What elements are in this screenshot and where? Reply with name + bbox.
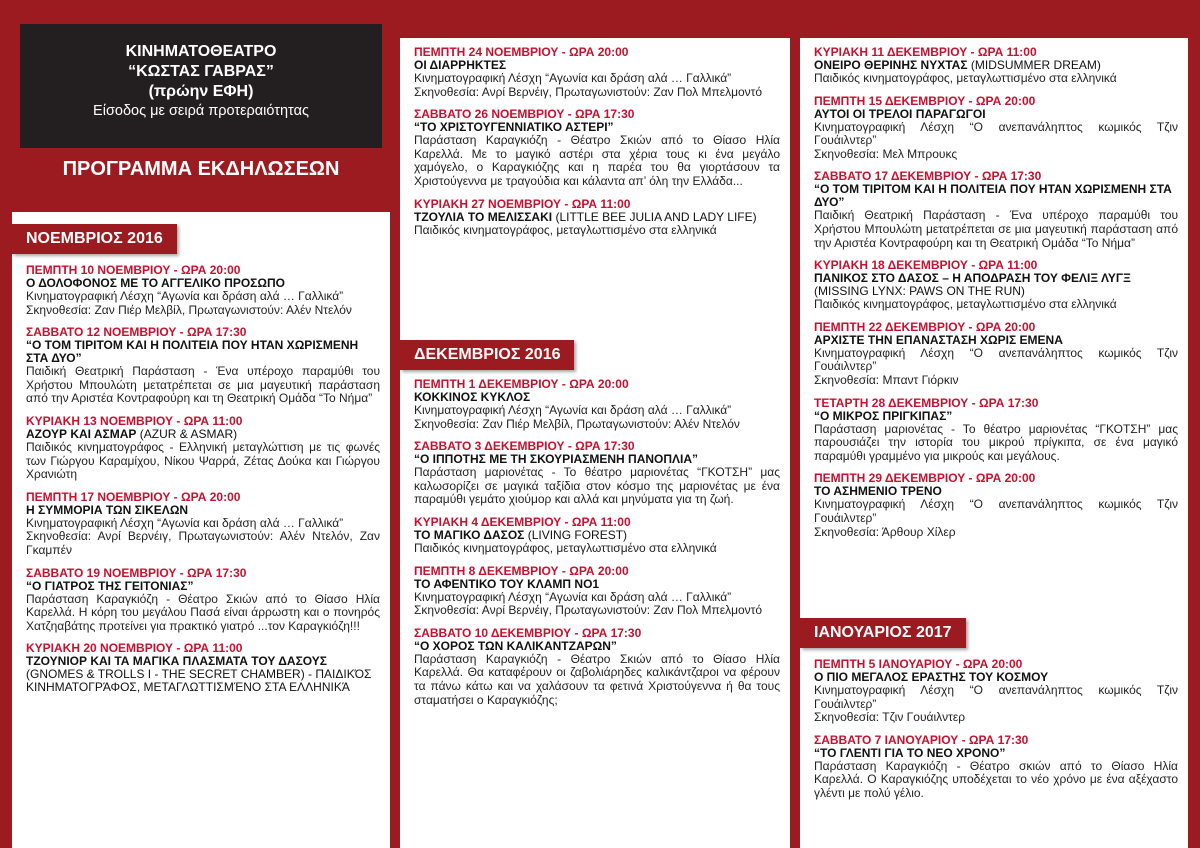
event-date: ΠΕΜΠΤΗ 8 ΔΕΚΕΜΒΡΙΟΥ - ΩΡΑ 20:00 — [414, 563, 629, 578]
event-date: ΠΕΜΠΤΗ 29 ΔΕΚΕΜΒΡΙΟΥ - ΩΡΑ 20:00 — [814, 471, 1036, 486]
column-1 — [12, 212, 390, 848]
event-item — [26, 326, 380, 406]
event-item — [414, 516, 780, 556]
event-item — [814, 734, 1178, 801]
event-description: Παράσταση μαριονέτας - Το θέατρο μαριονέτας “ΓΚΟΤΣΗ” μας παρουσιάζει την ιστορία του μικρού πρίγκιπα, σε ένα μαγικό παραμύθι γραμμένο για μικρούς και μεγάλους. — [814, 421, 1178, 463]
event-item — [26, 567, 380, 634]
event-description: Παράσταση Καραγκιόζη - Θέατρο Σκιών από το Θίασο Ηλία Καρελλά. Θα καταφέρουν οι ζαβολιάρηδες καλικάντζαροι να φέρουν τα πάνω κάτω και να χαλάσουν τα φετινά Χριστούγεννα ή θα τους σταματήσει ο Καραγκιόζης; — [414, 651, 780, 707]
event-description: Κινηματογραφική Λέσχη “Αγωνία και δράση αλά … Γαλλικά” Σκηνοθεσία: Ανρί Βερνέιγ, Πρωταγωνιστούν: Ζαν Πολ Μπελμοντό — [414, 589, 763, 618]
event-date: ΚΥΡΙΑΚΗ 11 ΔΕΚΕΜΒΡΙΟΥ - ΩΡΑ 11:00 — [814, 45, 1037, 59]
event-title-line — [814, 410, 1178, 423]
event-description: Παιδικός κινηματογράφος, μεταγλωττισμένο στα ελληνικά — [414, 540, 717, 555]
event-title: ΑΖΟΥΡ ΚΑΙ ΑΣΜΑΡ — [26, 426, 137, 441]
event-date: ΠΕΜΠΤΗ 17 ΝΟΕΜΒΡΙΟΥ - ΩΡΑ 20:00 — [26, 489, 241, 504]
event-list — [814, 46, 1178, 548]
event-title-line — [814, 272, 1178, 298]
event-date: ΠΕΜΠΤΗ 10 ΝΟΕΜΒΡΙΟΥ - ΩΡΑ 20:00 — [26, 263, 241, 277]
event-title: ΠΑΝΙΚΟΣ ΣΤΟ ΔΑΣΟΣ – Η ΑΠΟΔΡΑΣΗ ΤΟΥ ΦΕΛΙΞ ΛΥΓΞ — [814, 271, 1131, 286]
event-date: ΤΕΤΑΡΤΗ 28 ΔΕΚΕΜΒΡΙΟΥ - ΩΡΑ 17:30 — [814, 395, 1039, 410]
event-date: ΚΥΡΙΑΚΗ 13 ΝΟΕΜΒΡΙΟΥ - ΩΡΑ 11:00 — [26, 413, 243, 428]
event-description: Παιδικός κινηματογράφος, μεταγλωττισμένο στα ελληνικά — [414, 222, 717, 237]
event-date: ΚΥΡΙΑΚΗ 18 ΔΕΚΕΜΒΡΙΟΥ - ΩΡΑ 11:00 — [814, 258, 1038, 273]
event-subtitle: (LIVING FOREST) — [524, 527, 628, 542]
event-date: ΠΕΜΠΤΗ 24 ΝΟΕΜΒΡΙΟΥ - ΩΡΑ 20:00 — [414, 45, 629, 59]
event-description: Παράσταση Καραγκιόζη - Θέατρο Σκιών από το Θίασο Ηλία Καρελλά. Με το μαγικό αστέρι στα χέρια τους κι ένα μεγάλο χαμόγελο, ο Καραγκιόζης και η παρέα του θα γιορτάσουν τα Χριστούγεννα με τραγούδια και κάλαντα απ’ όλη την Ελλάδα... — [414, 133, 780, 188]
event-title: “Ο ΤΟΜ ΤΙΡΙΤΟΜ ΚΑΙ Η ΠΟΛΙΤΕΙΑ ΠΟΥ ΗΤΑΝ ΧΩΡΙΣΜΕΝΗ ΣΤΑ ΔΥΟ” — [26, 338, 359, 366]
event-list — [414, 378, 780, 716]
event-title-line — [814, 183, 1178, 209]
event-description: Κινηματογραφική Λέσχη “Αγωνία και δράση αλά … Γαλλικά” Σκηνοθεσία: Ανρί Βερνέιγ, Πρωταγωνιστούν: Αλέν Ντελόν, Ζαν Γκαμπέν — [26, 515, 380, 557]
event-item — [26, 264, 380, 317]
event-title: ΤΟ ΑΣΗΜΕΝΙΟ ΤΡΕΝΟ — [814, 484, 942, 499]
event-item — [814, 472, 1178, 539]
event-description: Παράσταση Καραγκιόζη - Θέατρο Σκιών από το Θίασο Ηλία Καρελλά. Η κόρη του μεγάλου Πασά είναι άρρωστη και ο πονηρός Χατζηαβάτης προτείνει για πρακτικό γιατρό ...τον Καραγκιόζη!!! — [26, 591, 380, 633]
event-date: ΣΑΒΒΑΤΟ 3 ΔΕΚΕΜΒΡΙΟΥ - ΩΡΑ 17:30 — [414, 439, 635, 454]
event-description: Κινηματογραφική Λέσχη “Ο ανεπανάληπτος κωμικός Τζιν Γουάιλντερ” Σκηνοθεσία: Τζιν Γουάιλντερ — [814, 683, 1178, 725]
event-list — [26, 264, 380, 703]
program-title: ΠΡΟΓΡΑΜΜΑ ΕΚΔΗΛΩΣΕΩΝ — [62, 158, 340, 180]
event-title-line — [414, 211, 780, 224]
event-title-line — [414, 640, 780, 653]
event-title: “Ο ΙΠΠΟΤΗΣ ΜΕ ΤΗ ΣΚΟΥΡΙΑΣΜΕΝΗ ΠΑΝΟΠΛΙΑ” — [414, 452, 699, 467]
cinema-header — [20, 24, 382, 148]
event-title-line — [814, 747, 1178, 760]
event-description: Παιδική Θεατρική Παράσταση - Ένα υπέροχο παραμύθι του Χρήστου Μπουλώτη μετατρέπεται σε μια μαγευτική παράσταση από την Αριστέα Κοντραφούρη και τη Θεατρική Ομάδα “Το Νήμα” — [814, 208, 1178, 250]
event-subtitle: (MISSING LYNX: PAWS ON THE RUN) — [814, 284, 1025, 299]
event-title: ΟΝΕΙΡΟ ΘΕΡΙΝΗΣ ΝΥΧΤΑΣ — [814, 58, 968, 72]
event-date: ΣΑΒΒΑΤΟ 10 ΔΕΚΕΜΒΡΙΟΥ - ΩΡΑ 17:30 — [414, 625, 642, 640]
month-heading-january: ΙΑΝΟΥΑΡΙΟΣ 2017 — [800, 618, 966, 648]
event-item — [814, 321, 1178, 388]
event-title-line — [26, 504, 380, 517]
event-title-line — [26, 339, 380, 365]
event-item — [414, 378, 780, 431]
event-date: ΣΑΒΒΑΤΟ 7 ΙΑΝΟΥΑΡΙΟΥ - ΩΡΑ 17:30 — [814, 732, 1029, 747]
event-date: ΠΕΜΠΤΗ 1 ΔΕΚΕΜΒΡΙΟΥ - ΩΡΑ 20:00 — [414, 377, 629, 391]
event-item — [414, 627, 780, 707]
event-description: Κινηματογραφική Λέσχη “Ο ανεπανάληπτος κωμικός Τζιν Γουάιλντερ” Σκηνοθεσία: Μελ Μπρουκς — [814, 119, 1178, 161]
event-description: Κινηματογραφική Λέσχη “Αγωνία και δράση αλά … Γαλλικά” Σκηνοθεσία: Ζαν Πιέρ Μελβίλ, Πρωταγωνιστούν: Αλέν Ντελόν — [26, 289, 352, 317]
event-title: ΑΥΤΟΙ ΟΙ ΤΡΕΛΟΙ ΠΑΡΑΓΩΓΟΙ — [814, 106, 986, 121]
event-title: ΤΖΟΥΝΙΟΡ ΚΑΙ ΤΑ ΜΑΓΙΚΑ ΠΛΑΣΜΑΤΑ ΤΟΥ ΔΑΣΟΥΣ — [26, 654, 327, 669]
event-title: “ΤΟ ΧΡΙΣΤΟΥΓΕΝΝΙΑΤΙΚΟ ΑΣΤΕΡΙ” — [414, 120, 614, 135]
event-subtitle: (GNOMES & TROLLS I - THE SECRET CHAMBER) - ΠΑΙΔΙΚΌΣ ΚΙΝΗΜΑΤΟΓΡΆΦΟΣ, ΜΕΤΑΓΛΩΤΤΙΣΜΈΝΟ ΣΤΑ ΕΛΛΗΝΙΚΆ — [26, 667, 372, 695]
event-title: “ΤΟ ΓΛΕΝΤΙ ΓΙΑ ΤΟ ΝΕΟ ΧΡΟΝΟ” — [814, 745, 1006, 760]
event-subtitle: (MIDSUMMER DREAM) — [967, 58, 1101, 72]
event-description: Παιδικός κινηματογράφος, μεταγλωττισμένο στα ελληνικά — [814, 297, 1117, 312]
event-date: ΚΥΡΙΑΚΗ 27 ΝΟΕΜΒΡΙΟΥ - ΩΡΑ 11:00 — [414, 196, 631, 211]
event-title: Ο ΔΟΛΟΦΟΝΟΣ ΜΕ ΤΟ ΑΓΓΕΛΙΚΟ ΠΡΟΣΩΠΟ — [26, 276, 285, 290]
event-title-line — [26, 580, 380, 593]
event-description: Παιδικός κινηματογράφος, μεταγλωττισμένο στα ελληνικά — [814, 71, 1117, 85]
event-subtitle: (AZUR & ASMAR) — [136, 426, 238, 441]
event-description: Κινηματογραφική Λέσχη “Ο ανεπανάληπτος κωμικός Τζιν Γουάιλντερ” Σκηνοθεσία: Μπαντ Γιόρκιν — [814, 345, 1178, 387]
event-item — [814, 170, 1178, 250]
event-description: Κινηματογραφική Λέσχη “Αγωνία και δράση αλά … Γαλλικά” Σκηνοθεσία: Ζαν Πιέρ Μελβίλ, Πρωταγωνιστούν: Αλέν Ντελόν — [414, 403, 740, 431]
entry-note: Είσοδος με σειρά προτεραιότητας — [93, 103, 309, 119]
event-item — [26, 491, 380, 558]
event-description: Παιδική Θεατρική Παράσταση - Ένα υπέροχο παραμύθι του Χρήστου Μπουλώτη μετατρέπεται σε μια μαγευτική παράσταση από την Αριστέα Κοντραφούρη και τη Θεατρική Ομάδα “Το Νήμα” — [26, 364, 380, 406]
event-item — [814, 259, 1178, 312]
event-item — [814, 658, 1178, 725]
event-list — [814, 658, 1178, 810]
event-date: ΚΥΡΙΑΚΗ 4 ΔΕΚΕΜΒΡΙΟΥ - ΩΡΑ 11:00 — [414, 514, 631, 529]
event-item — [814, 46, 1178, 86]
event-subtitle: (LITTLE BEE JULIA AND LADY LIFE) — [552, 209, 757, 224]
event-title: ΑΡΧΙΣΤΕ ΤΗΝ ΕΠΑΝΑΣΤΑΣΗ ΧΩΡΙΣ ΕΜΕΝΑ — [814, 332, 1063, 347]
event-date: ΠΕΜΠΤΗ 5 ΙΑΝΟΥΑΡΙΟΥ - ΩΡΑ 20:00 — [814, 657, 1023, 671]
event-list — [414, 46, 780, 246]
event-date: ΣΑΒΒΑΤΟ 19 ΝΟΕΜΒΡΙΟΥ - ΩΡΑ 17:30 — [26, 565, 247, 580]
event-date: ΣΑΒΒΑΤΟ 26 ΝΟΕΜΒΡΙΟΥ - ΩΡΑ 17:30 — [414, 107, 635, 122]
event-item — [814, 95, 1178, 162]
event-description: Παράσταση Καραγκιόζη - Θέατρο σκιών από το Θίασο Ηλία Καρελλά. Ο Καραγκιόζης υποδέχεται το νέο χρόνο με ένα αξέχαστο γλέντι με πολύ γέλιο. — [814, 758, 1178, 800]
event-title: Ο ΠΙΟ ΜΕΓΑΛΟΣ ΕΡΑΣΤΗΣ ΤΟΥ ΚΟΣΜΟΥ — [814, 670, 1049, 684]
event-description: Παιδικός κινηματογράφος - Ελληνική μεταγλώττιση με τις φωνές των Γιώργου Καραμίχου, Νίκου Ψαρρά, Ζέτας Δούκα και Γιώργου Χρανιώτη — [26, 439, 380, 482]
event-title-line — [26, 655, 380, 694]
event-item — [414, 198, 780, 238]
event-date: ΠΕΜΠΤΗ 22 ΔΕΚΕΜΒΡΙΟΥ - ΩΡΑ 20:00 — [814, 319, 1036, 334]
event-description: Παράσταση μαριονέτας - Το θέατρο μαριονέτας “ΓΚΟΤΣΗ” μας καλωσορίζει σε μαγικά ταξίδια στον κόσμο της μαριονέτας με ένα παραμύθι γεμάτο χιούμορ και αλλά και μηνύματα για τη ζωή. — [414, 465, 780, 507]
event-title: “Ο ΧΟΡΟΣ ΤΩΝ ΚΑΛΙΚΑΝΤΖΑΡΩΝ” — [414, 638, 617, 653]
event-description: Κινηματογραφική Λέσχη “Αγωνία και δράση αλά … Γαλλικά” Σκηνοθεσία: Ανρί Βερνέιγ, Πρωταγωνιστούν: Ζαν Πολ Μπελμοντό — [414, 71, 763, 99]
event-title: ΤΟ ΑΦΕΝΤΙΚΟ ΤΟΥ ΚΛΑΜΠ ΝΟ1 — [414, 576, 600, 591]
event-item — [414, 565, 780, 618]
event-title: ΟΙ ΔΙΑΡΡΗΚΤΕΣ — [414, 58, 507, 72]
event-item — [414, 440, 780, 507]
event-title: ΚΟΚΚΙΝΟΣ ΚΥΚΛΟΣ — [414, 390, 531, 404]
event-title-line — [814, 108, 1178, 121]
event-date: ΣΑΒΒΑΤΟ 17 ΔΕΚΕΜΒΡΙΟΥ - ΩΡΑ 17:30 — [814, 169, 1042, 184]
event-title: “Ο ΓΙΑΤΡΟΣ ΤΗΣ ΓΕΙΤΟΝΙΑΣ” — [26, 578, 194, 593]
event-date: ΣΑΒΒΑΤΟ 12 ΝΟΕΜΒΡΙΟΥ - ΩΡΑ 17:30 — [26, 325, 247, 340]
event-title: Η ΣΥΜΜΟΡΙΑ ΤΩΝ ΣΙΚΕΛΩΝ — [26, 502, 189, 517]
column-3 — [800, 38, 1188, 848]
event-item — [414, 108, 780, 188]
cinema-former-name: (πρώην ΕΦΗ) — [148, 83, 254, 100]
cinema-name-line1: ΚΙΝΗΜΑΤΟΘΕΑΤΡΟ — [125, 43, 277, 60]
event-item — [814, 397, 1178, 464]
event-title: ΤΟ ΜΑΓΙΚΟ ΔΑΣΟΣ — [414, 527, 525, 542]
event-title: ΤΖΟΥΛΙΑ ΤΟ ΜΕΛΙΣΣΑΚΙ — [414, 209, 553, 224]
event-title: “Ο ΤΟΜ ΤΙΡΙΤΟΜ ΚΑΙ Η ΠΟΛΙΤΕΙΑ ΠΟΥ ΗΤΑΝ ΧΩΡΙΣΜΕΝΗ ΣΤΑ ΔΥΟ” — [814, 182, 1172, 210]
column-2 — [400, 38, 790, 848]
month-heading-december: ΔΕΚΕΜΒΡΙΟΣ 2016 — [400, 340, 574, 370]
month-heading-november: ΝΟΕΜΒΡΙΟΣ 2016 — [12, 224, 177, 254]
event-description: Κινηματογραφική Λέσχη “Ο ανεπανάληπτος κωμικός Τζιν Γουάιλντερ” Σκηνοθεσία: Άρθουρ Χίλερ — [814, 497, 1178, 539]
event-item — [26, 415, 380, 482]
event-item — [414, 46, 780, 99]
event-title-line — [414, 578, 780, 591]
event-item — [26, 642, 380, 694]
event-title: “Ο ΜΙΚΡΟΣ ΠΡΙΓΚΙΠΑΣ” — [814, 408, 953, 423]
event-title-line — [814, 334, 1178, 347]
event-date: ΠΕΜΠΤΗ 15 ΔΕΚΕΜΒΡΙΟΥ - ΩΡΑ 20:00 — [814, 93, 1036, 108]
event-date: ΚΥΡΙΑΚΗ 20 ΝΟΕΜΒΡΙΟΥ - ΩΡΑ 11:00 — [26, 641, 243, 656]
cinema-name-line2: “ΚΩΣΤΑΣ ΓΑΒΡΑΣ” — [128, 63, 274, 80]
